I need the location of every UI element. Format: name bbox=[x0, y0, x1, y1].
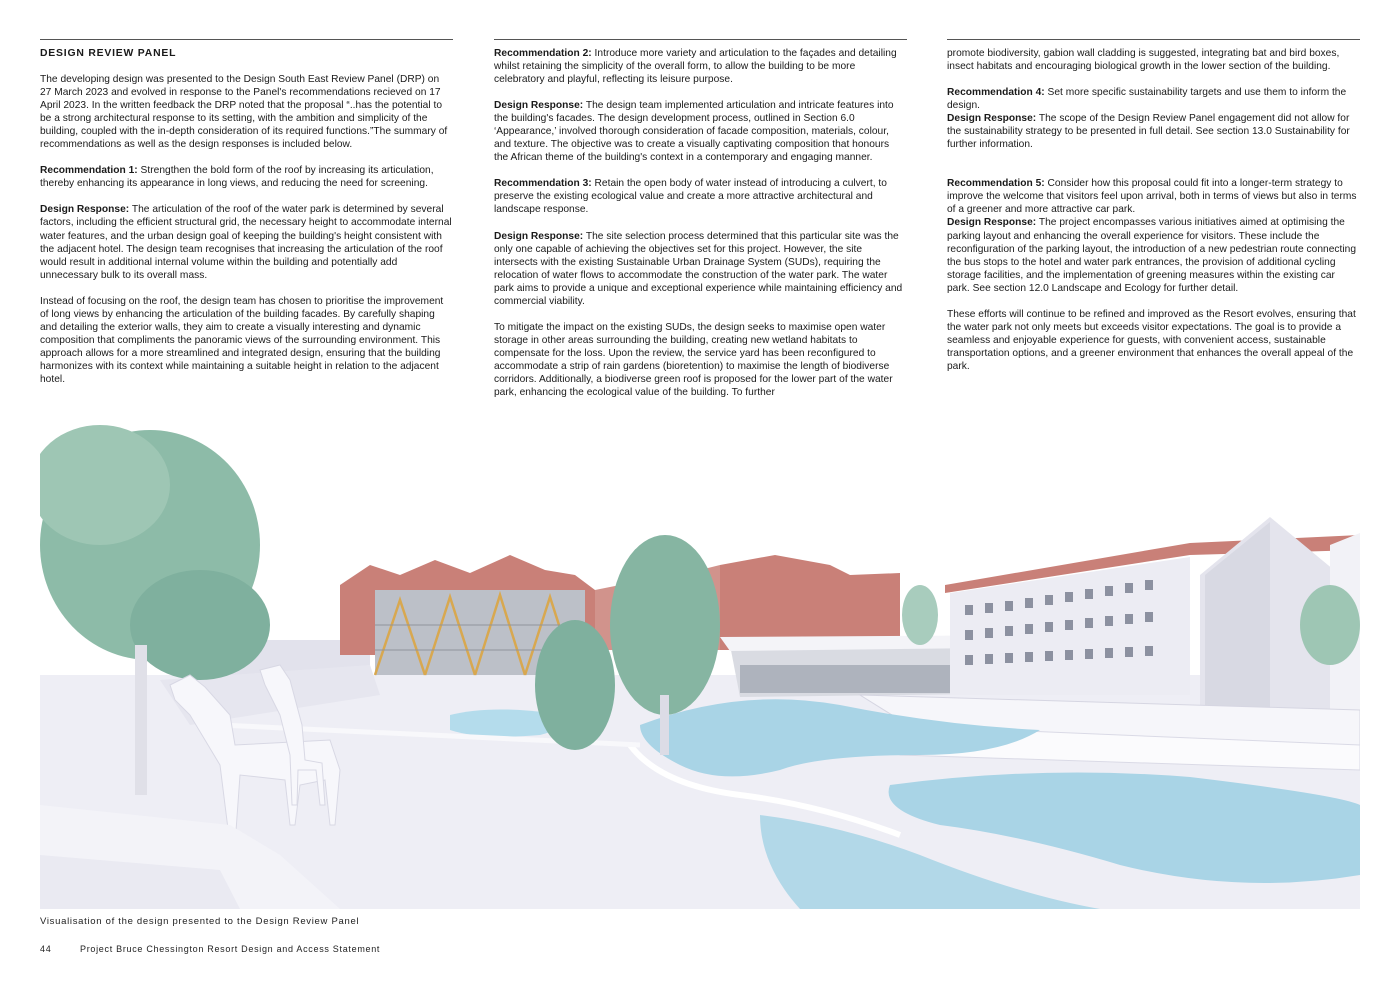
label: Recommendation 4: bbox=[947, 87, 1045, 99]
design-visualisation-image bbox=[40, 425, 1360, 909]
body: Retain the open body of water instead of introducing a culvert, to preserve the existing ecological value and create a more attractive architectural and landscape response. bbox=[494, 178, 887, 216]
body: Strengthen the bold form of the roof by increasing its articulation, thereby enhancing its appearance in long views, and reducing the need for screening. bbox=[40, 165, 434, 190]
recommendation-5 bbox=[947, 177, 1359, 216]
body: The articulation of the roof of the water park is determined by several factors, including the efficient structural grid, the necessary height to accommodate internal water features, and the urban design goal of keeping the building's height consistent with the adjacent hotel. The design team recognises that increasing the articulation of the roof would result in additional internal volume within the building and potentially add unnecessary bulk to its overall mass. bbox=[40, 204, 452, 281]
body: Set more specific sustainability targets and use them to inform the design. bbox=[947, 87, 1347, 112]
column-rule-1 bbox=[40, 39, 453, 40]
paragraph-roof-alternative: Instead of focusing on the roof, the design team has chosen to prioritise the improvement of long views by enhancing the articulation of the building facades. By carefully shaping and detailing the exterior walls, they aim to create a visually interesting and dynamic composition that compliments the panoramic views of the surrounding environment. This approach allows for a more streamlined and integrated design, ensuring that the building harmonizes with its context while maintaining a suitable height in relation to the adjacent hotel. bbox=[40, 295, 444, 385]
text-column-3 bbox=[947, 47, 1359, 386]
label: Recommendation 1: bbox=[40, 165, 138, 177]
body: The design team implemented articulation and intricate features into the building's facades. The design development process, outlined in Section 6.0 ‘Appearance,’ involved thorough consideration of facade composition, materials, colour, and texture. The objective was to create a visually captivating composition that honours the African theme of the building's context in a contemporary and engaging manner. bbox=[494, 100, 894, 164]
paragraph-continued: promote biodiversity, gabion wall cladding is suggested, integrating bat and bird boxes, insect habitats and encouraging biological growth in the lower section of the building. bbox=[947, 48, 1340, 73]
label: Design Response: bbox=[947, 217, 1037, 229]
document-title: Project Bruce Chessington Resort Design and Access Statement bbox=[80, 944, 381, 954]
recommendation-4 bbox=[947, 86, 1359, 112]
recommendation-1 bbox=[40, 164, 452, 190]
recommendation-2 bbox=[494, 47, 906, 86]
label: Recommendation 3: bbox=[494, 178, 592, 190]
column-rule-2 bbox=[494, 39, 907, 40]
label: Design Response: bbox=[494, 230, 584, 242]
design-response-5 bbox=[947, 216, 1359, 294]
page-number: 44 bbox=[40, 944, 52, 954]
label: Recommendation 5: bbox=[947, 178, 1045, 190]
recommendation-3 bbox=[494, 177, 906, 216]
figure-caption: Visualisation of the design presented to the Design Review Panel bbox=[40, 916, 360, 927]
paragraph-mitigate: To mitigate the impact on the existing SUDs, the design seeks to maximise open water storage in other areas surrounding the building, creating new wetland habitats to compensate for the loss. Upon the review, the service yard has been reconfigured to accommodate a strip of rain gardens (bioretention) to maximise the length of biodiverse corridors. Additionally, a biodiverse green roof is proposed for the lower part of the water park, enhancing the ecological value of the building. To further bbox=[494, 321, 893, 399]
paragraph-efforts: These efforts will continue to be refined and improved as the Resort evolves, ensuring that the water park not only meets but exceeds visitor expectations. The goal is to provide a seamless and enjoyable experience for guests, with convenient access, sustainable transportation options, and a greener environment that enhances the overall appeal of the park. bbox=[947, 308, 1356, 372]
design-response-3 bbox=[494, 230, 906, 308]
body: The site selection process determined that this particular site was the only one capable of achieving the objectives set for this project. However, the site intersects with the existing Sustainable Urban Drainage System (SUDs), requiring the relocation of water flows to accommodate the construction of the water park. The water park aims to provide a unique and exceptional experience while maintaining efficiency and commercial viability. bbox=[494, 230, 903, 307]
design-response-2 bbox=[494, 99, 906, 164]
body: The project encompasses various initiatives aimed at optimising the parking layout and enhancing the overall experience for visitors. These include the reconfiguration of the parking layout, the introduction of a new pedestrian route connecting the bus stops to the hotel and water park entrances, the provision of additional cycling storage facilities, and the implementation of greening measures within the existing car park. See section 12.0 Landscape and Ecology for further detail. bbox=[947, 217, 1357, 294]
section-heading: DESIGN REVIEW PANEL bbox=[40, 48, 177, 59]
body: The scope of the Design Review Panel engagement did not allow for the sustainability strategy to be presented in full detail. See section 13.0 Sustainability for further information. bbox=[947, 113, 1350, 151]
label: Design Response: bbox=[947, 113, 1037, 125]
label: Recommendation 2: bbox=[494, 48, 592, 59]
label: Design Response: bbox=[494, 100, 584, 112]
body: Introduce more variety and articulation to the façades and detailing whilst retaining the simplicity of the overall form, to allow the building to be more celebratory and playful, reflecting its leisure purpose. bbox=[494, 48, 897, 86]
design-response-4 bbox=[947, 112, 1359, 151]
intro-paragraph: The developing design was presented to the Design South East Review Panel (DRP) on 27 March 2023 and evolved in response to the Panel's recommendations recieved on 17 April 2023. In the written feedback the DRP noted that the proposal “..has the potential to be a strong architectural response to its setting, with the ambition and simplicity of the building, coupled with the in-depth consideration of its required functions.”The summary of recommendations as well as the design responses is included below. bbox=[40, 74, 448, 151]
column-rule-3 bbox=[947, 39, 1360, 40]
design-response-1 bbox=[40, 203, 452, 281]
label: Design Response: bbox=[40, 204, 130, 216]
body: Consider how this proposal could fit into a longer-term strategy to improve the welcome that visitors feel upon arrival, both in terms of views but also in terms of a greener and more attractive car park. bbox=[947, 178, 1357, 216]
text-column-1 bbox=[40, 47, 452, 399]
text-column-2 bbox=[494, 47, 906, 412]
